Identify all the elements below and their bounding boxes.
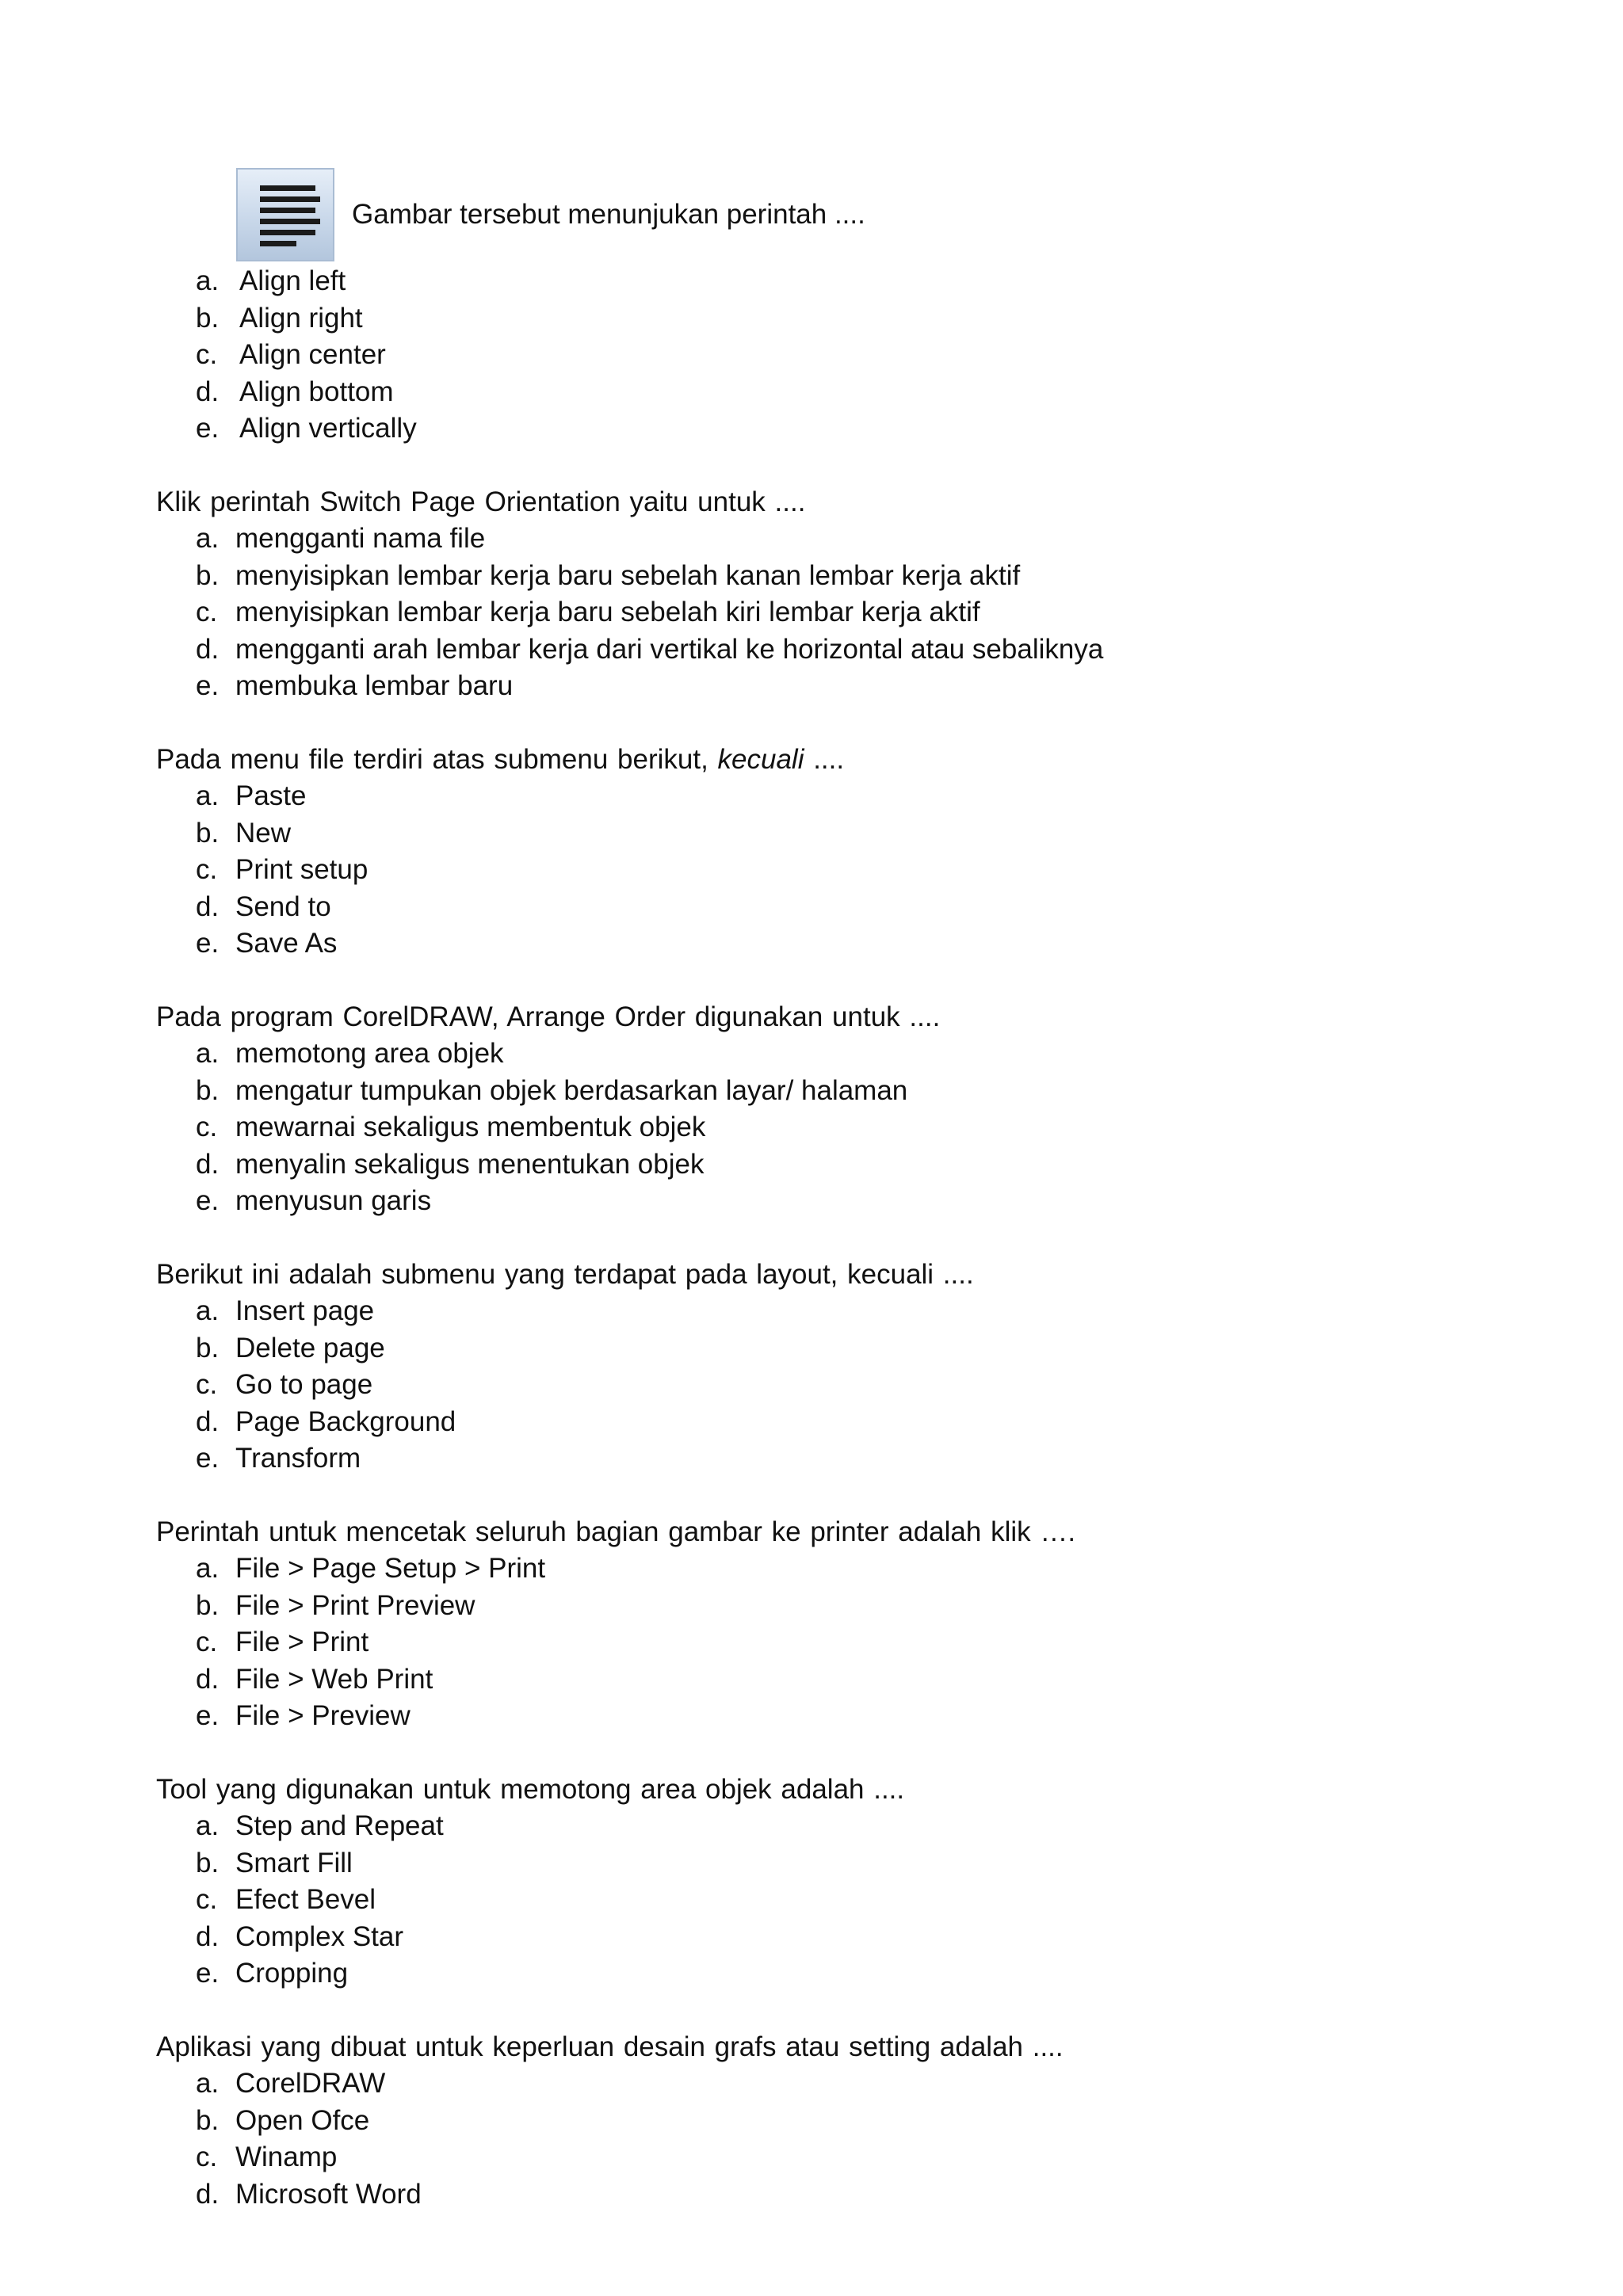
option [196, 1882, 1551, 1919]
option-letter: b. [196, 302, 220, 334]
option [196, 925, 1551, 963]
option [196, 1183, 1551, 1220]
option [196, 889, 1551, 926]
question-text: Tool yang digunakan untuk memotong area objek adalah .... [156, 1773, 905, 1805]
option-list [156, 521, 1551, 705]
option-letter: b. [196, 1074, 220, 1106]
option [196, 263, 1551, 300]
option [196, 521, 1551, 558]
option [196, 1808, 1551, 1845]
option [196, 1146, 1551, 1184]
option-letter: a. [196, 1810, 220, 1841]
option-letter: a. [196, 780, 220, 811]
option [196, 337, 1551, 374]
option-text: Paste [235, 780, 307, 811]
option-list [156, 1550, 1551, 1735]
option-text: File > Page Setup > Print [235, 1553, 546, 1584]
option-letter: c. [196, 1112, 218, 1142]
option-text: Insert page [235, 1295, 375, 1326]
option-text: Go to page [235, 1369, 373, 1400]
option [196, 1661, 1551, 1699]
option-text: menyisipkan lembar kerja baru sebelah kanan lembar kerja aktif [235, 559, 1021, 591]
option-text: Align vertically [239, 413, 417, 444]
option-text: Open Ofce [235, 2104, 370, 2136]
option-text: Step and Repeat [235, 1810, 444, 1841]
option-text: Save As [235, 928, 338, 959]
option-text: mengganti nama file [235, 523, 486, 554]
option [196, 2065, 1551, 2103]
option-letter: c. [196, 1627, 218, 1657]
option [196, 1698, 1551, 1735]
question-4 [156, 999, 1551, 1220]
option-text: New [235, 817, 292, 849]
option-text: Delete page [235, 1332, 385, 1363]
option [196, 815, 1551, 852]
option-list [156, 778, 1551, 963]
option [196, 2139, 1551, 2176]
option-letter: b. [196, 559, 220, 591]
question-text: Aplikasi yang dibuat untuk keperluan desain grafs atau setting adalah .... [156, 2031, 1064, 2062]
option-letter: b. [196, 1589, 220, 1621]
option-text: Align bottom [239, 376, 394, 407]
option-text: Align center [239, 339, 386, 370]
option-list [156, 1035, 1551, 1220]
option [196, 1588, 1551, 1625]
option [196, 1073, 1551, 1110]
option [196, 1404, 1551, 1441]
question-8 [156, 2029, 1551, 2214]
option-text: Winamp [235, 2142, 338, 2172]
question-text: Perintah untuk mencetak seluruh bagian gambar ke printer adalah klik …. [156, 1516, 1076, 1547]
option [196, 778, 1551, 815]
option-letter: d. [196, 2178, 220, 2210]
question-2 [156, 484, 1551, 705]
question-7 [156, 1772, 1551, 1993]
option-text: Cropping [235, 1958, 349, 1989]
option [196, 1919, 1551, 1956]
option-letter: a. [196, 1553, 220, 1584]
option-letter: e. [196, 1185, 220, 1216]
question-6 [156, 1514, 1551, 1735]
option-text: Align left [239, 265, 346, 296]
option-letter: d. [196, 1920, 220, 1952]
option [196, 1035, 1551, 1073]
question-3 [156, 742, 1551, 963]
option [196, 2176, 1551, 2214]
option-text: File > Preview [235, 1700, 411, 1731]
option-list [156, 1808, 1551, 1993]
option [196, 631, 1551, 669]
option-letter: b. [196, 1332, 220, 1363]
option-text: Align right [239, 302, 363, 334]
option-letter: c. [196, 1369, 218, 1400]
option-text: menyusun garis [235, 1185, 432, 1216]
option-text: File > Print [235, 1627, 369, 1657]
question-text [156, 742, 1551, 779]
option [196, 594, 1551, 631]
option-text: Complex Star [235, 1920, 404, 1952]
option-letter: e. [196, 413, 220, 444]
option-letter: e. [196, 928, 220, 959]
option [196, 1109, 1551, 1146]
option-text: Print setup [235, 854, 369, 885]
option-letter: c. [196, 2142, 218, 2172]
option-letter: a. [196, 1295, 220, 1326]
option [196, 374, 1551, 411]
question-text: Klik perintah Switch Page Orientation yaitu untuk .... [156, 486, 806, 517]
option-letter: b. [196, 1847, 220, 1878]
option [196, 1440, 1551, 1478]
option-list [156, 1293, 1551, 1478]
option-letter: d. [196, 1405, 220, 1437]
option-text: Smart Fill [235, 1847, 353, 1878]
question-5 [156, 1257, 1551, 1478]
option-letter: d. [196, 1148, 220, 1180]
option-list [156, 263, 1551, 448]
align-right-icon [236, 168, 334, 261]
option-letter: d. [196, 633, 220, 665]
option [196, 1550, 1551, 1588]
option-letter: e. [196, 1958, 220, 1989]
option-letter: e. [196, 1443, 220, 1474]
question-text-main: Pada menu file terdiri atas submenu berikut, [156, 743, 718, 775]
question-text: Berikut ini adalah submenu yang terdapat pada layout, kecuali .... [156, 1258, 974, 1290]
option-letter: d. [196, 1663, 220, 1695]
option-letter: c. [196, 597, 218, 627]
option [196, 1293, 1551, 1330]
option-letter: a. [196, 523, 220, 554]
option-text: Microsoft Word [235, 2178, 422, 2210]
option [196, 2103, 1551, 2140]
option-text: mewarnai sekaligus membentuk objek [235, 1112, 706, 1142]
option [196, 1624, 1551, 1661]
option [196, 1955, 1551, 1993]
question-list [156, 263, 1551, 2249]
option-text: mengatur tumpukan objek berdasarkan layar/ halaman [235, 1074, 908, 1106]
option-text: Send to [235, 891, 331, 922]
option-text: menyisipkan lembar kerja baru sebelah kiri lembar kerja aktif [235, 597, 980, 627]
question-text-end: .... [804, 743, 845, 775]
question-1 [156, 263, 1551, 448]
option [196, 1367, 1551, 1404]
option-letter: b. [196, 2104, 220, 2136]
question-text-emphasis: kecuali [717, 743, 804, 775]
option-letter: a. [196, 2068, 220, 2099]
option-list [156, 2065, 1551, 2213]
option-text: memotong area objek [235, 1038, 504, 1069]
option-text: menyalin sekaligus menentukan objek [235, 1148, 705, 1180]
option [196, 1330, 1551, 1367]
option-letter: e. [196, 670, 220, 701]
option [196, 668, 1551, 705]
option-text: File > Web Print [235, 1663, 433, 1695]
option-letter: c. [196, 854, 218, 885]
option-text: CorelDRAW [235, 2068, 386, 2099]
question-1-header [236, 165, 865, 265]
option-letter: a. [196, 265, 220, 296]
option-text: Efect Bevel [235, 1884, 376, 1915]
option [196, 852, 1551, 889]
option [196, 300, 1551, 338]
option-letter: d. [196, 376, 220, 407]
question-text: Pada program CorelDRAW, Arrange Order digunakan untuk .... [156, 1001, 941, 1032]
option [196, 410, 1551, 448]
option-letter: b. [196, 817, 220, 849]
question-text: Gambar tersebut menunjukan perintah .... [352, 199, 865, 230]
option-text: Transform [235, 1443, 361, 1474]
option-letter: a. [196, 1038, 220, 1069]
option-text: Page Background [235, 1405, 456, 1437]
option-text: membuka lembar baru [235, 670, 514, 701]
option [196, 1845, 1551, 1882]
option-text: mengganti arah lembar kerja dari vertikal ke horizontal atau sebaliknya [235, 633, 1104, 665]
option [196, 558, 1551, 595]
option-letter: c. [196, 339, 218, 370]
option-text: File > Print Preview [235, 1589, 475, 1621]
option-letter: c. [196, 1884, 218, 1915]
option-letter: d. [196, 891, 220, 922]
option-letter: e. [196, 1700, 220, 1731]
